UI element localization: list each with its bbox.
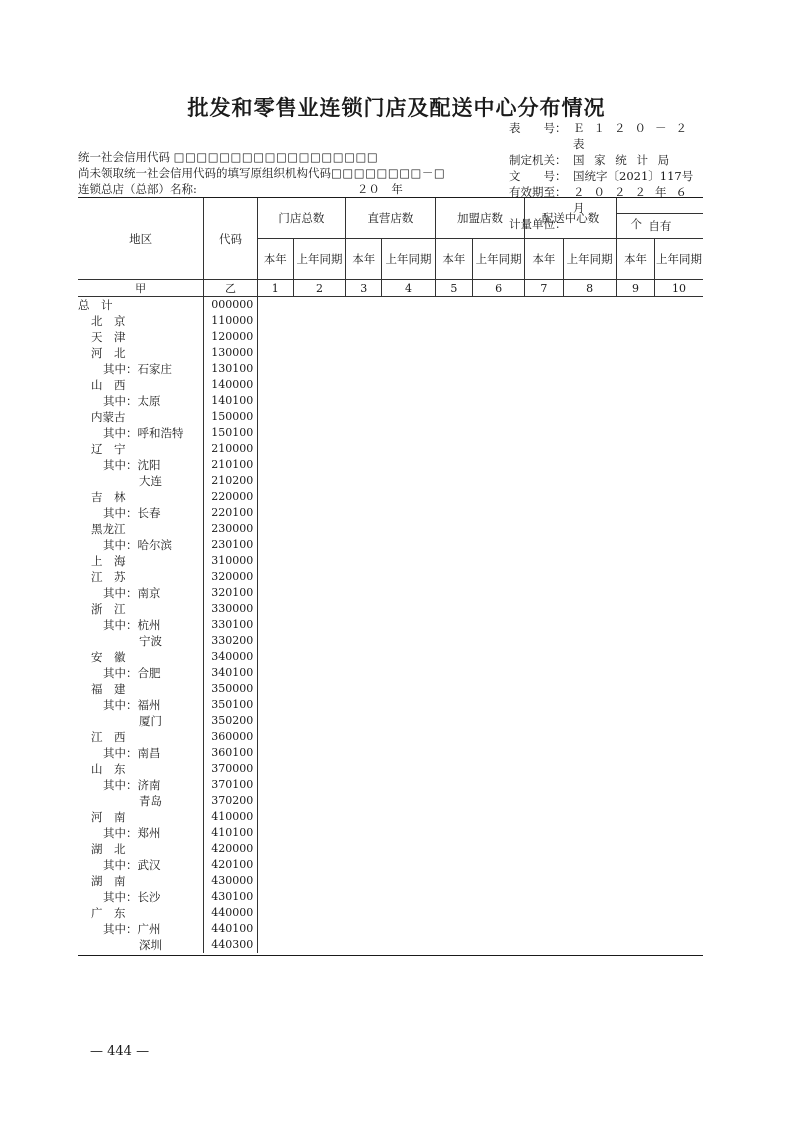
region-cell: 其中：合肥: [103, 666, 161, 680]
company-name-field[interactable]: 连锁总店（总部）名称: ２０ 年: [78, 182, 403, 196]
sub-header: 本年: [616, 239, 654, 280]
value-cells[interactable]: [257, 793, 703, 809]
value-cells[interactable]: [257, 665, 703, 681]
value-cells[interactable]: [257, 585, 703, 601]
table-row: [78, 361, 703, 377]
code-cell: 110000: [204, 313, 257, 329]
code-cell: 440000: [204, 905, 257, 921]
region-cell: 天 津: [91, 330, 126, 344]
meta-row: 表 号： Ｅ１２０－２表: [509, 121, 696, 151]
code-cell: 150000: [204, 409, 257, 425]
sub-header: 本年: [435, 239, 472, 280]
index-cell: 1: [257, 280, 293, 297]
value-cells[interactable]: [257, 345, 703, 361]
page-number: — 444 —: [90, 1044, 150, 1059]
index-cell: 9: [616, 280, 654, 297]
group-header: 直营店数: [346, 198, 436, 239]
region-cell: 其中：太原: [103, 394, 161, 408]
value-cells[interactable]: [257, 729, 703, 745]
sub-header: 上年同期: [655, 239, 703, 280]
region-cell: 湖 南: [91, 874, 126, 888]
value-cells[interactable]: [257, 409, 703, 425]
region-cell: 其中：广州: [103, 922, 161, 936]
index-cell: 5: [435, 280, 472, 297]
index-cell: 2: [293, 280, 345, 297]
region-cell: 其中：济南: [103, 778, 161, 792]
table-row: [78, 393, 703, 409]
region-cell: 其中：武汉: [103, 858, 161, 872]
region-cell: 山 东: [91, 762, 126, 776]
table-row: [78, 681, 703, 697]
region-cell: 内蒙古: [91, 410, 126, 424]
code-cell: 340000: [204, 649, 257, 665]
region-cell: 其中：哈尔滨: [103, 538, 172, 552]
code-cell: 340100: [204, 665, 257, 681]
value-cells[interactable]: [257, 377, 703, 393]
code-cell: 220000: [204, 489, 257, 505]
sub-header: 上年同期: [293, 239, 345, 280]
value-cells[interactable]: [257, 857, 703, 873]
code-cell: 210100: [204, 457, 257, 473]
region-cell: 其中：石家庄: [103, 362, 172, 376]
code-cell: 330200: [204, 633, 257, 649]
code-cell: 320100: [204, 585, 257, 601]
value-cells[interactable]: [257, 713, 703, 729]
region-cell: 河 南: [91, 810, 126, 824]
code-cell: 330000: [204, 601, 257, 617]
table-row: [78, 585, 703, 601]
region-cell: 广 东: [91, 906, 126, 920]
value-cells[interactable]: [257, 745, 703, 761]
sub-header: 上年同期: [563, 239, 616, 280]
table-row: [78, 489, 703, 505]
value-cells[interactable]: [257, 329, 703, 345]
index-cell: 8: [563, 280, 616, 297]
code-cell: 320000: [204, 569, 257, 585]
footer-rule: [78, 955, 703, 956]
region-cell: 吉 林: [91, 490, 126, 504]
index-cell: 7: [525, 280, 563, 297]
value-cells[interactable]: [257, 569, 703, 585]
region-cell: 其中：郑州: [103, 826, 161, 840]
value-cells[interactable]: [257, 553, 703, 569]
value-cells[interactable]: [257, 681, 703, 697]
code-cell: 230000: [204, 521, 257, 537]
code-cell: 220100: [204, 505, 257, 521]
sub-header: 本年: [346, 239, 382, 280]
region-cell: 青岛: [139, 794, 162, 808]
meta-row: 有效期至： ２０２２年６月: [509, 185, 696, 215]
code-cell: 000000: [204, 297, 257, 314]
code-cell: 440100: [204, 921, 257, 937]
meta-row: 计量单位： 个: [509, 217, 642, 231]
value-cells[interactable]: [257, 297, 703, 314]
value-cells[interactable]: [257, 905, 703, 921]
table-row: [78, 633, 703, 649]
table-row: [78, 825, 703, 841]
sub-header: 上年同期: [382, 239, 435, 280]
table-row: [78, 889, 703, 905]
table-row: [78, 713, 703, 729]
region-cell: 宁波: [139, 634, 162, 648]
sub-header: 上年同期: [472, 239, 524, 280]
code-cell: 350200: [204, 713, 257, 729]
code-cell: 150100: [204, 425, 257, 441]
table-row: [78, 553, 703, 569]
value-cells[interactable]: [257, 633, 703, 649]
region-cell: 浙 江: [91, 602, 126, 616]
table-row: [78, 697, 703, 713]
code-cell: 360100: [204, 745, 257, 761]
region-cell: 上 海: [91, 554, 126, 568]
code-cell: 330100: [204, 617, 257, 633]
table-row: [78, 857, 703, 873]
code-cell: 120000: [204, 329, 257, 345]
code-cell: 130100: [204, 361, 257, 377]
code-cell: 420000: [204, 841, 257, 857]
table-row: [78, 569, 703, 585]
index-cell: 4: [382, 280, 435, 297]
value-cells[interactable]: [257, 809, 703, 825]
code-cell: 430000: [204, 873, 257, 889]
region-cell: 其中：福州: [103, 698, 161, 712]
code-cell: 210000: [204, 441, 257, 457]
code-cell: 350100: [204, 697, 257, 713]
code-cell: 230100: [204, 537, 257, 553]
region-cell: 总 计: [78, 298, 113, 312]
value-cells[interactable]: [257, 361, 703, 377]
table-row: [78, 505, 703, 521]
value-cells[interactable]: [257, 425, 703, 441]
value-cells[interactable]: [257, 841, 703, 857]
table-row: [78, 841, 703, 857]
table-row: [78, 297, 703, 314]
table-row: [78, 329, 703, 345]
table-row: [78, 345, 703, 361]
region-cell: 北 京: [91, 314, 126, 328]
table-row: [78, 745, 703, 761]
region-cell: 江 苏: [91, 570, 126, 584]
index-cell: 10: [655, 280, 703, 297]
table-body: [78, 297, 703, 954]
code-cell: 420100: [204, 857, 257, 873]
table-row: [78, 905, 703, 921]
region-cell: 安 徽: [91, 650, 126, 664]
meta-row: 制定机关： 国 家 统 计 局: [509, 153, 673, 167]
table-row: [78, 761, 703, 777]
value-cells[interactable]: [257, 617, 703, 633]
code-cell: 310000: [204, 553, 257, 569]
table-row: [78, 921, 703, 937]
code-cell: 130000: [204, 345, 257, 361]
region-cell: 黑龙江: [91, 522, 126, 536]
code-cell: 370200: [204, 793, 257, 809]
value-cells[interactable]: [257, 921, 703, 937]
region-cell: 其中：杭州: [103, 618, 161, 632]
value-cells[interactable]: [257, 521, 703, 537]
value-cells[interactable]: [257, 889, 703, 905]
table-row: [78, 409, 703, 425]
page-title: 批发和零售业连锁门店及配送中心分布情况: [187, 95, 606, 120]
table-row: [78, 729, 703, 745]
table-row: [78, 873, 703, 889]
index-cell: 乙: [204, 280, 257, 297]
group-header: 门店总数: [257, 198, 346, 239]
meta-row: 文 号： 国统字〔2021〕117号: [509, 169, 694, 183]
group-header: 配送中心数: [525, 198, 617, 239]
sub-header: 本年: [257, 239, 293, 280]
table-row: [78, 937, 703, 953]
table-row: [78, 457, 703, 473]
value-cells[interactable]: [257, 825, 703, 841]
value-cells[interactable]: [257, 313, 703, 329]
value-cells[interactable]: [257, 393, 703, 409]
region-cell: 其中：南昌: [103, 746, 161, 760]
region-cell: 江 西: [91, 730, 126, 744]
value-cells[interactable]: [257, 937, 703, 953]
code-cell: 370100: [204, 777, 257, 793]
region-cell: 深圳: [139, 938, 162, 952]
code-cell: 410000: [204, 809, 257, 825]
index-cell: 甲: [78, 280, 204, 297]
code-cell: 440300: [204, 937, 257, 953]
region-cell: 山 西: [91, 378, 126, 392]
region-cell: 其中：沈阳: [103, 458, 161, 472]
code-cell: 140000: [204, 377, 257, 393]
code-cell: 210200: [204, 473, 257, 489]
sub-header: 本年: [525, 239, 563, 280]
region-cell: 河 北: [91, 346, 126, 360]
code-cell: 410100: [204, 825, 257, 841]
table-row: [78, 537, 703, 553]
value-cells[interactable]: [257, 537, 703, 553]
table-row: [78, 649, 703, 665]
table-row: [78, 809, 703, 825]
code-cell: 140100: [204, 393, 257, 409]
code-header: 代码: [204, 198, 257, 280]
value-cells[interactable]: [257, 489, 703, 505]
table-row: [78, 313, 703, 329]
code-cell: 360000: [204, 729, 257, 745]
code-cell: 350000: [204, 681, 257, 697]
value-cells[interactable]: [257, 649, 703, 665]
code-cell: 370000: [204, 761, 257, 777]
code-cell: 430100: [204, 889, 257, 905]
value-cells[interactable]: [257, 473, 703, 489]
table-row: [78, 665, 703, 681]
table-row: [78, 425, 703, 441]
table-row: [78, 441, 703, 457]
region-cell: 辽 宁: [91, 442, 126, 456]
identity-fields: [78, 149, 445, 197]
region-cell: 厦门: [139, 714, 162, 728]
region-cell: 其中：南京: [103, 586, 161, 600]
value-cells[interactable]: [257, 777, 703, 793]
org-code-field[interactable]: 尚未领取统一社会信用代码的填写原组织机构代码□□□□□□□□－□: [78, 166, 446, 180]
table-row: [78, 377, 703, 393]
value-cells[interactable]: [257, 441, 703, 457]
credit-code-field[interactable]: 统一社会信用代码 □□□□□□□□□□□□□□□□□□: [78, 150, 379, 164]
group-header: 加盟店数: [435, 198, 525, 239]
region-header: 地区: [78, 198, 204, 280]
region-cell: 其中：长春: [103, 506, 161, 520]
region-cell: 湖 北: [91, 842, 126, 856]
index-cell: 3: [346, 280, 382, 297]
region-cell: 福 建: [91, 682, 126, 696]
table-row: [78, 521, 703, 537]
region-cell: 其中：呼和浩特: [103, 426, 184, 440]
value-cells[interactable]: [257, 697, 703, 713]
distribution-table: [78, 198, 703, 953]
region-cell: 其中：长沙: [103, 890, 161, 904]
table-row: [78, 793, 703, 809]
table-row: [78, 777, 703, 793]
value-cells[interactable]: [257, 505, 703, 521]
table-row: [78, 601, 703, 617]
value-cells[interactable]: [257, 761, 703, 777]
own-header: 自有: [616, 214, 703, 239]
value-cells[interactable]: [257, 601, 703, 617]
value-cells[interactable]: [257, 457, 703, 473]
value-cells[interactable]: [257, 873, 703, 889]
region-cell: 大连: [139, 474, 162, 488]
table-row: [78, 473, 703, 489]
table-row: [78, 617, 703, 633]
index-cell: 6: [472, 280, 524, 297]
